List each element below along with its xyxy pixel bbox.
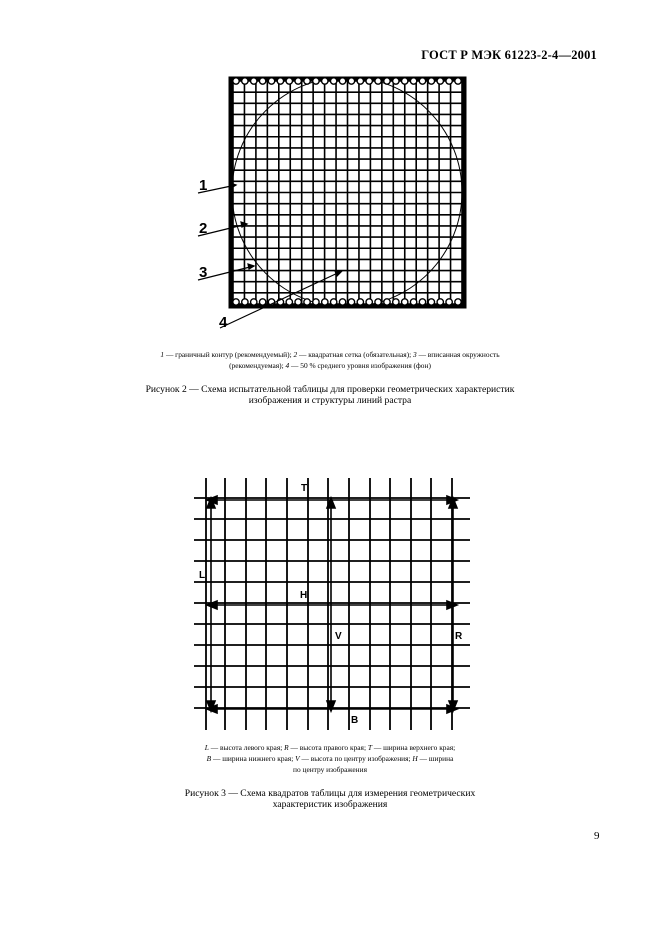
label-top-width: T [301, 483, 308, 494]
measurement-grid [194, 478, 470, 730]
callout-2: 2 [199, 220, 208, 237]
page-number: 9 [594, 830, 600, 842]
label-left-height: L [199, 570, 206, 581]
figure2-legend: 1 — граничный контур (рекомендуемый); 2 — квадратная сетка (обязательная); 3 — вписанная окружность (рекомендуемая); 4 — 50 % среднего уровня изображения (фон) [160, 350, 500, 370]
callout-1: 1 [199, 177, 208, 194]
label-center-width: H [300, 590, 308, 601]
figure3-legend: L — высота левого края; R — высота правого края; T — ширина верхнего края; B — ширина нижнего края; V — высота по центру изображения; H — ширина по центру изображения [204, 743, 456, 774]
figure2-caption: Рисунок 2 — Схема испытательной таблицы для проверки геометрических характеристик изображения и структуры линий растра [145, 384, 515, 406]
label-bottom-width: B [351, 715, 359, 726]
callout-3: 3 [199, 264, 208, 281]
measurement-arrows [207, 496, 457, 713]
figure3-caption: Рисунок 3 — Схема квадратов таблицы для измерения геометрических характеристик изображения [184, 788, 476, 810]
label-center-height: V [335, 631, 342, 642]
callout-4: 4 [219, 314, 228, 331]
label-right-height: R [455, 631, 463, 642]
document-header: ГОСТ Р МЭК 61223-2-4—2001 [421, 48, 597, 62]
